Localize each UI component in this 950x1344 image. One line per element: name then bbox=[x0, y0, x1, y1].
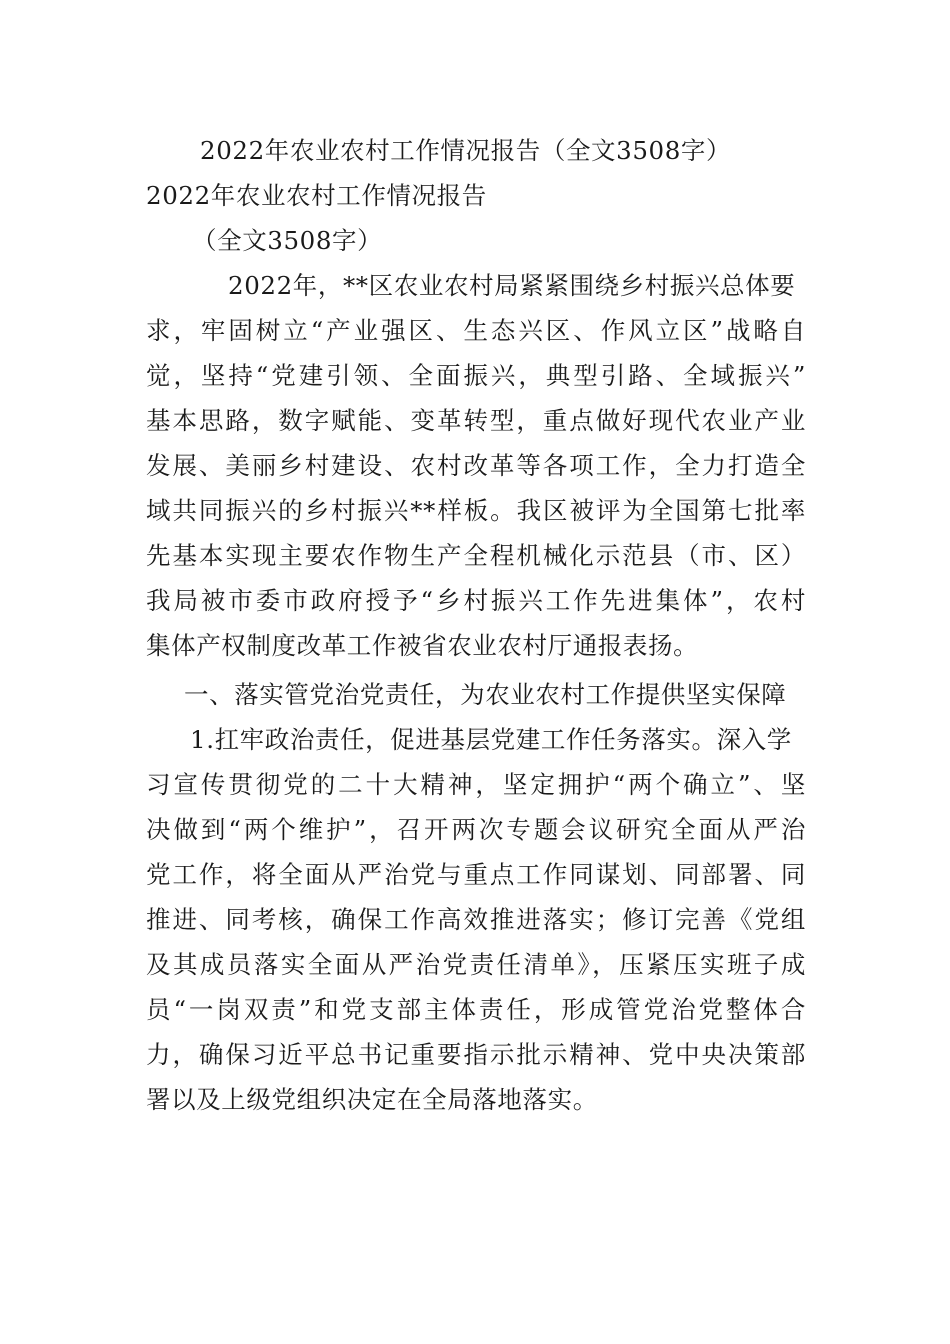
paragraph-line: 先基本实现主要农作物生产全程机械化示范县（市、区） bbox=[146, 541, 806, 570]
paragraph-line: 域共同振兴的乡村振兴**样板。我区被评为全国第七批率 bbox=[146, 496, 806, 525]
word-count-note: （全文3508字） bbox=[192, 226, 383, 255]
document-title: 2022年农业农村工作情况报告（全文3508字） bbox=[200, 136, 732, 165]
paragraph-line: 力，确保习近平总书记重要指示批示精神、党中央决策部 bbox=[146, 1040, 806, 1069]
paragraph-line: 我局被市委市政府授予“乡村振兴工作先进集体”，农村 bbox=[146, 586, 806, 615]
paragraph-line: 求，牢固树立“产业强区、生态兴区、作风立区”战略自 bbox=[146, 316, 806, 345]
section-heading: 一、落实管党治党责任，为农业农村工作提供坚实保障 bbox=[184, 680, 787, 709]
paragraph-line: 习宣传贯彻党的二十大精神，坚定拥护“两个确立”、坚 bbox=[146, 770, 806, 799]
paragraph-line: 1.扛牢政治责任，促进基层党建工作任务落实。深入学 bbox=[190, 725, 792, 754]
paragraph-line: 2022年，**区农业农村局紧紧围绕乡村振兴总体要 bbox=[228, 271, 796, 300]
intro-paragraph bbox=[146, 263, 806, 668]
item-1-paragraph bbox=[146, 717, 806, 1122]
paragraph-line: 决做到“两个维护”，召开两次专题会议研究全面从严治 bbox=[146, 815, 806, 844]
paragraph-line: 觉，坚持“党建引领、全面振兴，典型引路、全域振兴” bbox=[146, 361, 806, 390]
document-subtitle: 2022年农业农村工作情况报告 bbox=[146, 181, 487, 210]
paragraph-line: 推进、同考核，确保工作高效推进落实；修订完善《党组 bbox=[146, 905, 806, 934]
paragraph-line: 员“一岗双责”和党支部主体责任，形成管党治党整体合 bbox=[146, 995, 806, 1024]
paragraph-line: 发展、美丽乡村建设、农村改革等各项工作，全力打造全 bbox=[146, 451, 806, 480]
paragraph-line: 及其成员落实全面从严治党责任清单》，压紧压实班子成 bbox=[146, 950, 806, 979]
paragraph-line: 集体产权制度改革工作被省农业农村厅通报表扬。 bbox=[146, 631, 699, 660]
paragraph-line: 署以及上级党组织决定在全局落地落实。 bbox=[146, 1085, 598, 1114]
document-body bbox=[146, 128, 806, 1122]
paragraph-line: 基本思路，数字赋能、变革转型，重点做好现代农业产业 bbox=[146, 406, 806, 435]
paragraph-line: 党工作，将全面从严治党与重点工作同谋划、同部署、同 bbox=[146, 860, 806, 889]
